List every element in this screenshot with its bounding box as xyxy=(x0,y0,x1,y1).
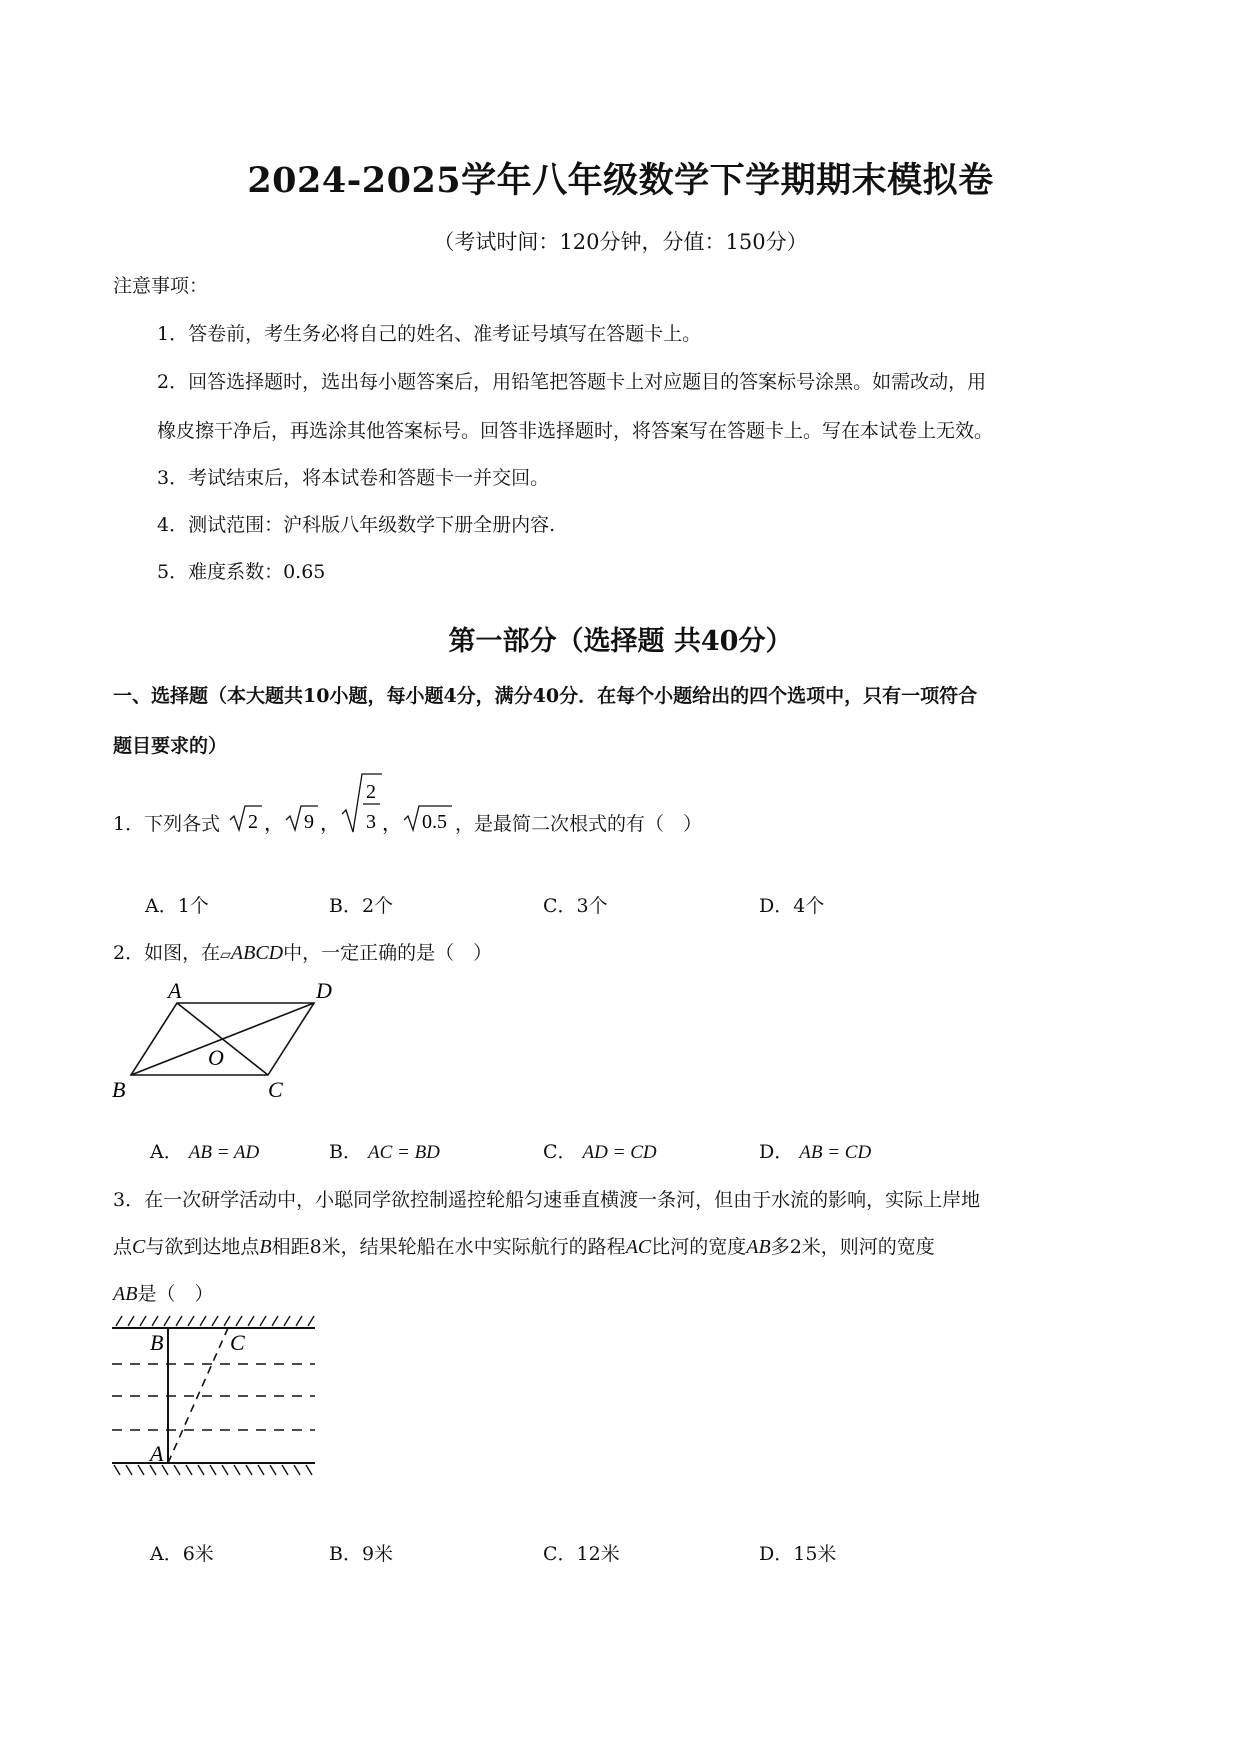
option-a: A．6米 xyxy=(150,1543,214,1565)
radicand: 2 xyxy=(248,811,258,833)
question-number: 1． xyxy=(113,813,145,835)
option-c: C．12米 xyxy=(543,1543,620,1565)
note-item: 4．测试范围：沪科版八年级数学下册全册内容. xyxy=(157,514,556,536)
option-d: D．4个 xyxy=(759,895,825,917)
question-3-stem-line2: 点C与欲到达地点B相距8米，结果轮船在水中实际航行的路程AC比河的宽度AB多2米，则河的宽度 xyxy=(113,1236,935,1258)
fraction-denominator: 3 xyxy=(366,811,376,833)
label-d: D xyxy=(316,978,332,1003)
section-title: 第一部分（选择题 共40分） xyxy=(448,626,793,657)
option-c: C．3个 xyxy=(543,895,608,917)
label-b: B xyxy=(150,1330,164,1355)
label-a: A xyxy=(168,978,182,1003)
option-b: B． AC = BD xyxy=(329,1141,440,1163)
question-1-stem-suffix: ，是最简二次根式的有（ ） xyxy=(455,813,703,835)
option-a: A． AB = AD xyxy=(150,1141,260,1163)
parallelogram-symbol: ▱ xyxy=(220,947,231,963)
note-item: 2．回答选择题时，选出每小题答案后，用铅笔把答题卡上对应题目的答案标号涂黑。如需改动，用 xyxy=(157,371,987,393)
river-figure xyxy=(108,1306,328,1476)
page-title: 2024-2025学年八年级数学下学期期末模拟卷 xyxy=(247,160,994,201)
option-c: C． AD = CD xyxy=(543,1141,657,1163)
note-item: 橡皮擦干净后，再选涂其他答案标号。回答非选择题时，将答案写在答题卡上。写在本试卷上无效。 xyxy=(157,420,994,442)
question-3-stem: 3．在一次研学活动中，小聪同学欲控制遥控轮船匀速垂直横渡一条河，但由于水流的影响，实际上岸地 xyxy=(113,1189,981,1211)
question-2-stem: 2．如图，在▱ABCD中，一定正确的是（ ） xyxy=(113,942,493,964)
label-o: O xyxy=(208,1045,224,1070)
label-c: C xyxy=(230,1330,245,1355)
svg-text:，: ， xyxy=(264,813,284,835)
question-3-stem-line3: AB是（ ） xyxy=(113,1283,214,1305)
question-number: 3． xyxy=(113,1189,145,1211)
option-b: B．2个 xyxy=(329,895,394,917)
radicand: 0.5 xyxy=(422,811,447,833)
exam-info: （考试时间：120分钟，分值：150分） xyxy=(433,230,808,254)
radicand: 9 xyxy=(304,811,314,833)
fraction-numerator: 2 xyxy=(366,781,376,803)
svg-text:，: ， xyxy=(320,813,340,835)
question-1-stem: 1．下列各式 xyxy=(113,813,221,835)
label-c: C xyxy=(268,1077,283,1102)
svg-text:，: ， xyxy=(382,813,402,835)
section-instructions: 一、选择题（本大题共10小题，每小题4分，满分40分．在每个小题给出的四个选项中，只有一项符合 xyxy=(113,685,978,707)
option-b: B．9米 xyxy=(329,1543,394,1565)
note-item: 5．难度系数：0.65 xyxy=(157,561,326,583)
option-d: D．15米 xyxy=(759,1543,837,1565)
option-d: D． AB = CD xyxy=(759,1141,872,1163)
note-item: 1．答卷前，考生务必将自己的姓名、准考证号填写在答题卡上。 xyxy=(157,323,702,345)
notes-heading: 注意事项： xyxy=(113,275,209,297)
note-item: 3．考试结束后，将本试卷和答题卡一并交回。 xyxy=(157,467,550,489)
label-b: B xyxy=(112,1077,126,1102)
section-instructions-cont: 题目要求的） xyxy=(113,735,228,757)
question-number: 2． xyxy=(113,942,145,964)
parallelogram-figure xyxy=(108,978,348,1108)
label-a: A xyxy=(150,1441,164,1466)
option-a: A．1个 xyxy=(145,895,209,917)
